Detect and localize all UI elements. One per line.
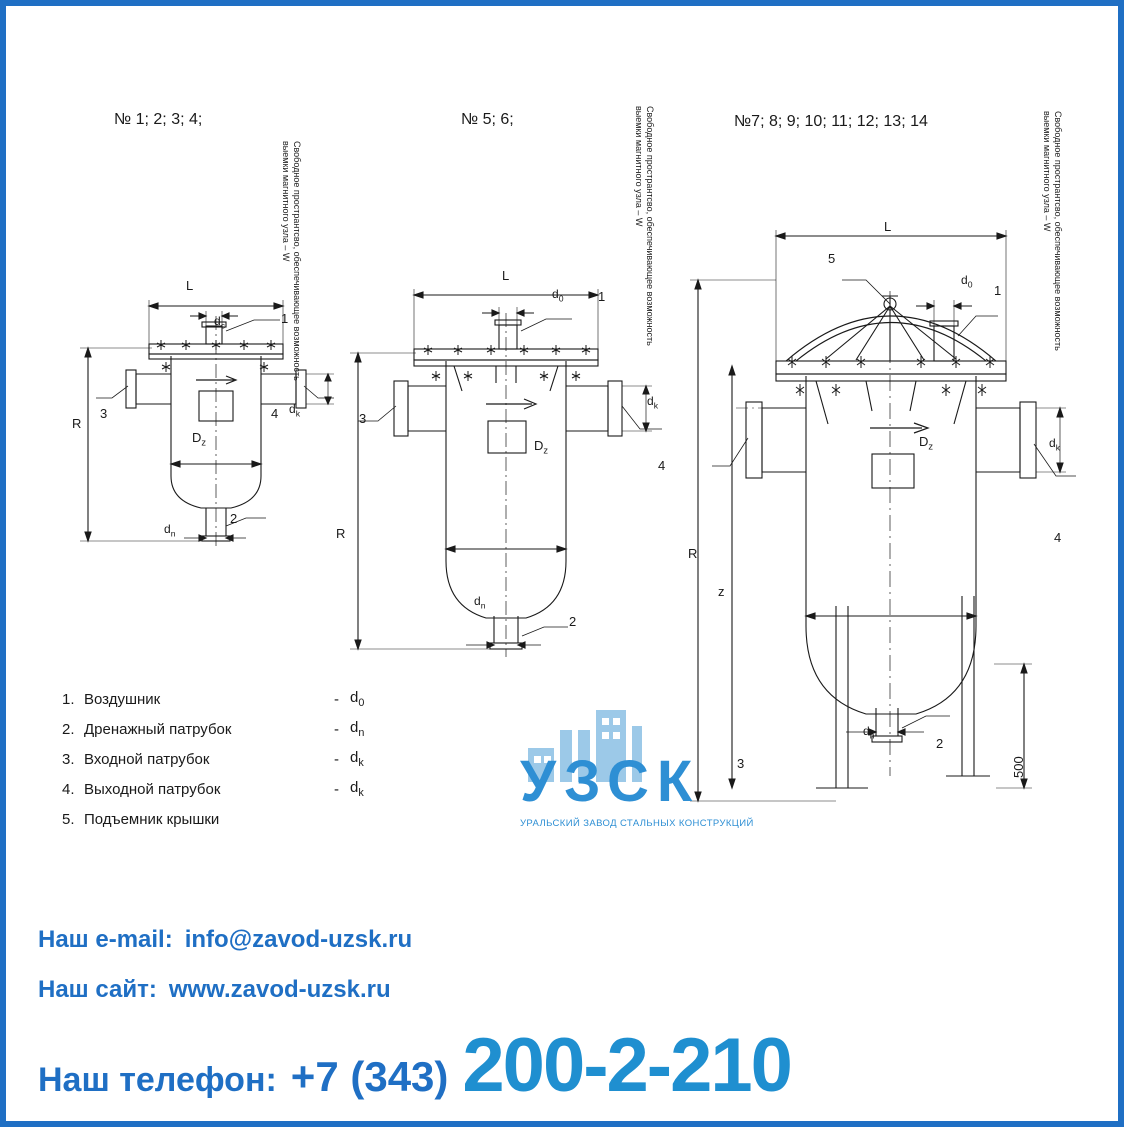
fig2-callout-1: 1 [598,289,606,304]
legend-dash: - [334,750,339,768]
fig3-dim-500: 500 [1011,756,1026,778]
fig2-vertical-note: Свободное пространтсво, обеспечивающее возможность выемки магнитного узла – W [634,106,655,346]
fig1-dim-L: L [186,278,194,293]
fig2-dim-R: R [336,526,346,541]
fig3-dim-Dz: $D_z$ [919,434,934,452]
fig1-dim-dk: $d_k$ [289,402,300,419]
fig2-callout-3: 3 [359,411,367,426]
legend-dash: - [334,780,339,798]
legend-name: Дренажный патрубок [84,720,232,738]
legend-item [62,804,364,834]
legend-symbol: $d_k$ [350,779,364,799]
fig2-dim-dk: $d_k$ [647,394,658,411]
fig1-callout-1: 1 [281,311,289,326]
fig3-callout-2: 2 [936,736,944,751]
legend-num: 2. [62,720,75,738]
fig3-dim-d0: $d_0$ [961,273,973,290]
fig1-dim-dn: $d_n$ [164,522,176,539]
fig3-callout-3: 3 [737,756,745,771]
legend-list [62,684,364,834]
fig3-dim-R: R [688,546,698,561]
site-row [38,976,1118,1004]
site-value[interactable]: www.zavod-uzsk.ru [168,976,391,1003]
phone-number[interactable]: 200-2-210 [462,1023,791,1108]
fig1-dim-Dz: $D_z$ [192,430,207,448]
logo-subtitle: УРАЛЬСКИЙ ЗАВОД СТАЛЬНЫХ КОНСТРУКЦИЙ [520,818,754,829]
legend-item [62,774,364,804]
figure-2-title: № 5; 6; [461,111,514,128]
phone-label: Наш телефон: [38,1061,277,1099]
legend-symbol: $d_0$ [350,689,365,709]
figure-1-title: № 1; 2; 3; 4; [114,111,203,128]
legend-name: Воздушник [84,690,161,708]
legend-dash: - [334,720,339,738]
phone-row [38,1022,1118,1109]
fig1-dim-R: R [72,416,82,431]
legend-num: 5. [62,810,75,828]
contact-block [38,926,1118,1109]
fig1-callout-2: 2 [230,511,238,526]
email-value[interactable]: info@zavod-uzsk.ru [184,926,413,953]
fig2-callout-2: 2 [569,614,577,629]
fig2-dim-L: L [502,268,510,283]
legend-num: 1. [62,690,75,708]
fig2-dim-d0: $d_0$ [552,287,564,304]
legend-name: Выходной патрубок [84,780,221,798]
logo-text: УЗСК [520,749,701,814]
legend-symbol: $d_k$ [350,749,364,769]
fig2-dim-Dz: $D_z$ [534,438,549,456]
fig3-dim-dn: $d_n$ [863,724,875,741]
legend-symbol: $d_n$ [350,719,365,739]
fig3-vertical-note: Свободное пространтсво, обеспечивающее возможность выемки магнитного узла – W [1042,111,1063,351]
figure-3-title: №7; 8; 9; 10; 11; 12; 13; 14 [734,113,928,130]
legend-num: 3. [62,750,75,768]
fig3-dim-L: L [884,219,892,234]
legend-item [62,714,364,744]
fig2-dim-dn: $d_n$ [474,594,486,611]
legend-num: 4. [62,780,75,798]
fig2-callout-4: 4 [658,458,666,473]
fig3-vertical-note-wrap [1042,111,1124,351]
email-row [38,926,1118,954]
legend-name: Подъемник крышки [84,810,220,828]
email-label: Наш e-mail: [38,926,173,953]
phone-prefix: +7 (343) [290,1053,449,1100]
fig3-callout-4: 4 [1054,530,1062,545]
fig3-dim-z: z [718,584,725,599]
fig1-callout-4: 4 [271,406,279,421]
legend-item [62,684,364,714]
legend-item [62,744,364,774]
fig1-dim-dc: $d_c$ [214,314,225,331]
fig1-callout-3: 3 [100,406,108,421]
fig3-callout-1: 1 [994,283,1002,298]
fig3-callout-5: 5 [828,251,836,266]
legend-name: Входной патрубок [84,750,210,768]
legend-dash: - [334,690,339,708]
fig1-vertical-note: Свободное пространтсво, обеспечивающее возможность выемки магнитного узла – W [281,141,302,381]
site-label: Наш сайт: [38,976,157,1003]
fig3-dim-dk: $d_k$ [1049,436,1060,453]
